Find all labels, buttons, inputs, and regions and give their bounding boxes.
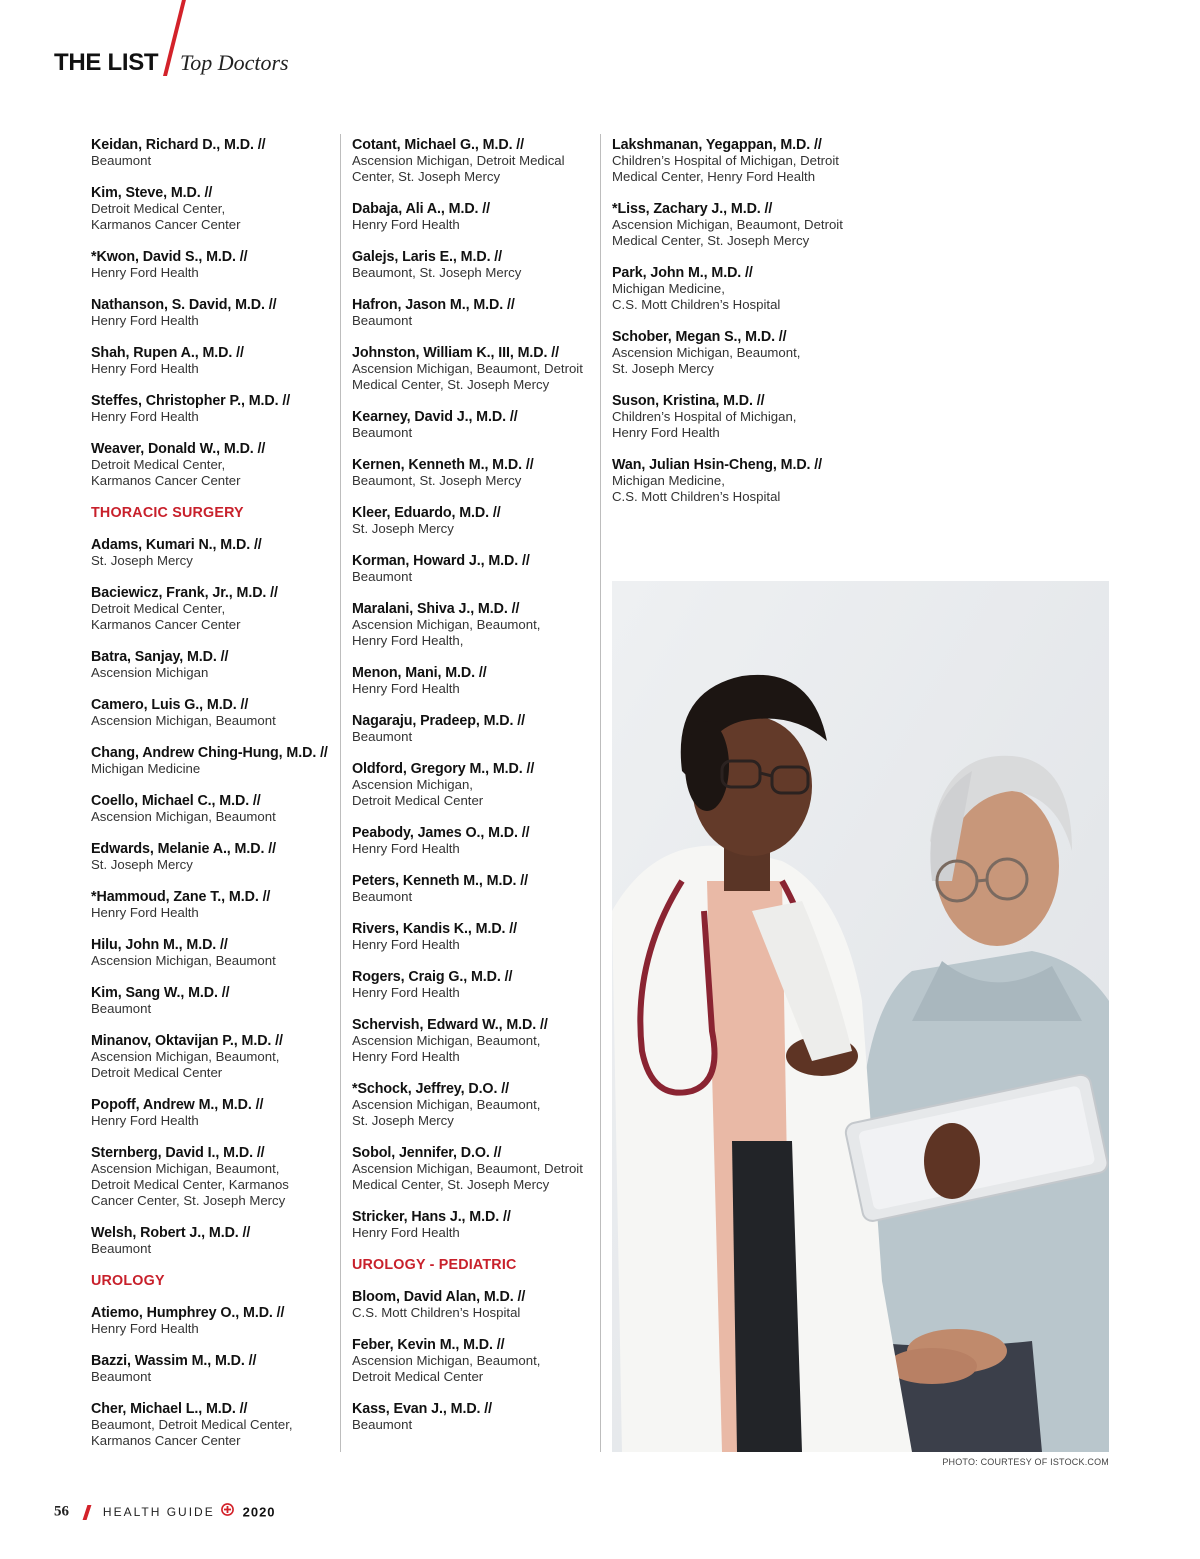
doctor-name: Kearney, David J., M.D. // (352, 409, 518, 425)
doctor-affiliation: Detroit Medical Center, Karmanos Cancer Center (91, 457, 241, 488)
doctor-affiliation: Ascension Michigan, Beaumont (91, 809, 276, 824)
doctor-entry (352, 873, 600, 921)
doctor-name: Bazzi, Wassim M., M.D. // (91, 1353, 257, 1369)
specialty-heading: UROLOGY (91, 1273, 165, 1289)
doctor-column-1 (91, 137, 339, 1465)
doctor-affiliation: Henry Ford Health (91, 361, 199, 376)
doctor-name: Wan, Julian Hsin-Cheng, M.D. // (612, 457, 823, 473)
doctor-name: Cotant, Michael G., M.D. // (352, 137, 525, 153)
footer-red-slash (83, 1505, 92, 1520)
doctor-name: Maralani, Shiva J., M.D. // (352, 601, 520, 617)
doctor-affiliation: Henry Ford Health (91, 1321, 199, 1336)
doctor-name: Popoff, Andrew M., M.D. // (91, 1097, 264, 1113)
doctor-entry (91, 1353, 339, 1401)
doctor-entry (352, 1017, 600, 1081)
doctor-affiliation: Beaumont (91, 1001, 152, 1016)
doctor-name: Peters, Kenneth M., M.D. // (352, 873, 529, 889)
doctor-affiliation: Beaumont (352, 569, 413, 584)
doctor-name: Hilu, John M., M.D. // (91, 937, 228, 953)
doctor-affiliation: Beaumont (91, 1369, 152, 1384)
doctor-name: Peabody, James O., M.D. // (352, 825, 530, 841)
doctor-entry (352, 457, 600, 505)
doctor-entry (352, 201, 600, 249)
doctor-entry (91, 697, 339, 745)
doctor-entry (612, 265, 860, 329)
doctor-affiliation: Henry Ford Health (91, 265, 199, 280)
doctor-name: Sobol, Jennifer, D.O. // (352, 1145, 502, 1161)
doctor-name: Sternberg, David I., M.D. // (91, 1145, 265, 1161)
doctor-affiliation: Henry Ford Health (91, 1113, 199, 1128)
doctor-entry (91, 345, 339, 393)
doctor-entry (91, 297, 339, 345)
doctor-affiliation: Henry Ford Health (352, 985, 460, 1000)
doctor-name: *Kwon, David S., M.D. // (91, 249, 248, 265)
doctor-entry (352, 505, 600, 553)
doctor-affiliation: Ascension Michigan, Beaumont, Detroit Medical Center, St. Joseph Mercy (352, 1161, 583, 1192)
doctor-entry (91, 889, 339, 937)
doctor-affiliation: St. Joseph Mercy (91, 553, 193, 568)
doctor-entry (352, 1081, 600, 1145)
doctor-entry (91, 745, 339, 793)
doctor-name: Galejs, Laris E., M.D. // (352, 249, 503, 265)
doctor-column-2 (352, 137, 600, 1449)
doctor-entry (612, 137, 860, 201)
doctor-affiliation: Ascension Michigan, Beaumont, Detroit Medical Center, St. Joseph Mercy (352, 361, 583, 392)
doctor-entry (91, 537, 339, 585)
list-title: THE LIST (54, 49, 159, 76)
doctor-entry (91, 649, 339, 697)
doctor-entry (91, 393, 339, 441)
doctor-affiliation: Detroit Medical Center, Karmanos Cancer Center (91, 601, 241, 632)
doctor-entry (91, 1305, 339, 1353)
photo-credit: PHOTO: COURTESY OF ISTOCK.COM (942, 1457, 1109, 1467)
doctor-name: Oldford, Gregory M., M.D. // (352, 761, 535, 777)
doctor-name: Chang, Andrew Ching-Hung, M.D. // (91, 745, 328, 761)
doctor-name: Edwards, Melanie A., M.D. // (91, 841, 276, 857)
doctor-entry (352, 761, 600, 825)
doctor-affiliation: Beaumont, St. Joseph Mercy (352, 473, 522, 488)
doctor-name: Menon, Mani, M.D. // (352, 665, 487, 681)
doctor-name: Bloom, David Alan, M.D. // (352, 1289, 526, 1305)
doctor-name: Nagaraju, Pradeep, M.D. // (352, 713, 525, 729)
doctor-entry (352, 1209, 600, 1257)
doctor-affiliation: Ascension Michigan, Beaumont, Detroit Medical Center, St. Joseph Mercy (612, 217, 843, 248)
doctor-name: Park, John M., M.D. // (612, 265, 753, 281)
doctor-affiliation: Michigan Medicine (91, 761, 201, 776)
doctor-affiliation: Ascension Michigan, Beaumont, Henry Ford Health (352, 1033, 541, 1064)
doctor-name: Weaver, Donald W., M.D. // (91, 441, 266, 457)
publication-year: 2020 (242, 1504, 276, 1520)
doctor-name: Suson, Kristina, M.D. // (612, 393, 765, 409)
doctor-entry (352, 1289, 600, 1337)
doctor-affiliation: Michigan Medicine, C.S. Mott Children’s Hospital (612, 473, 781, 504)
doctor-affiliation: Henry Ford Health (91, 313, 199, 328)
doctor-name: Adams, Kumari N., M.D. // (91, 537, 262, 553)
doctor-affiliation: Ascension Michigan, Beaumont, Detroit Medical Center (352, 1353, 541, 1384)
doctor-name: Coello, Michael C., M.D. // (91, 793, 261, 809)
doctor-entry (91, 841, 339, 889)
doctor-name: Kim, Steve, M.D. // (91, 185, 213, 201)
doctor-entry (91, 937, 339, 985)
doctor-affiliation: Beaumont (352, 889, 413, 904)
doctor-name: Camero, Luis G., M.D. // (91, 697, 249, 713)
doctor-entry (352, 969, 600, 1017)
doctor-column-3 (612, 137, 860, 521)
doctor-name: Schober, Megan S., M.D. // (612, 329, 787, 345)
doctor-entry (612, 329, 860, 393)
doctor-entry (352, 1145, 600, 1209)
doctor-entry (91, 441, 339, 505)
medical-cross-icon (221, 1503, 234, 1521)
doctor-affiliation: Ascension Michigan (91, 665, 209, 680)
doctor-affiliation: St. Joseph Mercy (91, 857, 193, 872)
doctor-entry (91, 1097, 339, 1145)
doctor-name: Lakshmanan, Yegappan, M.D. // (612, 137, 822, 153)
publication-name: HEALTH GUIDE (102, 1505, 215, 1519)
doctor-entry (612, 201, 860, 265)
doctor-affiliation: Ascension Michigan, Detroit Medical Center, St. Joseph Mercy (352, 153, 565, 184)
doctor-entry (91, 1145, 339, 1225)
doctor-patient-photo (612, 581, 1109, 1452)
doctor-affiliation: Detroit Medical Center, Karmanos Cancer Center (91, 201, 241, 232)
doctor-affiliation: Ascension Michigan, Beaumont (91, 713, 276, 728)
doctor-affiliation: Ascension Michigan, Beaumont, Detroit Medical Center, Karmanos Cancer Center, St. Joseph Mercy (91, 1161, 289, 1208)
doctor-affiliation: Beaumont (352, 313, 413, 328)
doctor-name: Kass, Evan J., M.D. // (352, 1401, 493, 1417)
doctor-name: Atiemo, Humphrey O., M.D. // (91, 1305, 285, 1321)
doctor-name: Nathanson, S. David, M.D. // (91, 297, 277, 313)
doctor-entry (352, 553, 600, 601)
doctor-affiliation: Michigan Medicine, C.S. Mott Children’s Hospital (612, 281, 781, 312)
doctor-name: Kim, Sang W., M.D. // (91, 985, 230, 1001)
doctor-entry (91, 185, 339, 249)
doctor-entry (352, 297, 600, 345)
doctor-affiliation: Henry Ford Health (352, 1225, 460, 1240)
doctor-affiliation: Henry Ford Health (352, 217, 460, 232)
doctor-name: Kleer, Eduardo, M.D. // (352, 505, 501, 521)
doctor-entry (612, 457, 860, 521)
doctor-affiliation: Beaumont (352, 425, 413, 440)
doctor-entry (91, 585, 339, 649)
photo-illustration (612, 581, 1109, 1452)
doctor-affiliation: Beaumont (352, 729, 413, 744)
doctor-entry (352, 665, 600, 713)
doctor-name: *Hammoud, Zane T., M.D. // (91, 889, 271, 905)
column-divider (600, 134, 601, 1452)
doctor-name: Welsh, Robert J., M.D. // (91, 1225, 251, 1241)
doctor-entry (352, 601, 600, 665)
doctor-entry (352, 713, 600, 761)
doctor-entry (91, 249, 339, 297)
doctor-affiliation: Henry Ford Health (352, 841, 460, 856)
doctor-affiliation: Beaumont (91, 153, 152, 168)
doctor-name: *Liss, Zachary J., M.D. // (612, 201, 773, 217)
doctor-affiliation: Beaumont (91, 1241, 152, 1256)
doctor-affiliation: Ascension Michigan, Beaumont, Detroit Medical Center (91, 1049, 280, 1080)
doctor-entry (91, 1225, 339, 1273)
doctor-affiliation: Beaumont, Detroit Medical Center, Karmanos Cancer Center (91, 1417, 293, 1448)
doctor-entry (352, 1337, 600, 1401)
doctor-name: Baciewicz, Frank, Jr., M.D. // (91, 585, 278, 601)
doctor-name: Stricker, Hans J., M.D. // (352, 1209, 511, 1225)
doctor-name: Johnston, William K., III, M.D. // (352, 345, 559, 361)
doctor-name: *Schock, Jeffrey, D.O. // (352, 1081, 509, 1097)
doctor-affiliation: Children’s Hospital of Michigan, Detroit Medical Center, Henry Ford Health (612, 153, 839, 184)
doctor-name: Korman, Howard J., M.D. // (352, 553, 530, 569)
doctor-name: Rivers, Kandis K., M.D. // (352, 921, 518, 937)
list-subtitle: Top Doctors (180, 50, 289, 75)
doctor-affiliation: Henry Ford Health (352, 937, 460, 952)
page-number: 56 (54, 1503, 69, 1520)
doctor-affiliation: Beaumont (352, 1417, 413, 1432)
doctor-entry (352, 345, 600, 409)
doctor-affiliation: Ascension Michigan, Beaumont (91, 953, 276, 968)
doctor-entry (91, 1033, 339, 1097)
doctor-affiliation: Ascension Michigan, Detroit Medical Center (352, 777, 484, 808)
doctor-entry (352, 409, 600, 457)
specialty-heading: UROLOGY - PEDIATRIC (352, 1257, 517, 1273)
doctor-entry (91, 1401, 339, 1465)
doctor-entry (352, 825, 600, 873)
doctor-affiliation: St. Joseph Mercy (352, 521, 454, 536)
doctor-name: Feber, Kevin M., M.D. // (352, 1337, 505, 1353)
doctor-entry (91, 137, 339, 185)
doctor-affiliation: Ascension Michigan, Beaumont, St. Joseph Mercy (612, 345, 801, 376)
doctor-entry (352, 137, 600, 201)
doctor-entry (91, 985, 339, 1033)
doctor-name: Shah, Rupen A., M.D. // (91, 345, 244, 361)
doctor-entry (352, 249, 600, 297)
doctor-name: Rogers, Craig G., M.D. // (352, 969, 513, 985)
doctor-affiliation: Henry Ford Health (352, 681, 460, 696)
doctor-affiliation: Ascension Michigan, Beaumont, Henry Ford Health, (352, 617, 541, 648)
doctor-name: Minanov, Oktavijan P., M.D. // (91, 1033, 283, 1049)
doctor-name: Steffes, Christopher P., M.D. // (91, 393, 291, 409)
column-divider (340, 134, 341, 1452)
doctor-name: Batra, Sanjay, M.D. // (91, 649, 229, 665)
doctor-name: Keidan, Richard D., M.D. // (91, 137, 266, 153)
doctor-affiliation: Beaumont, St. Joseph Mercy (352, 265, 522, 280)
doctor-name: Dabaja, Ali A., M.D. // (352, 201, 491, 217)
specialty-heading: THORACIC SURGERY (91, 505, 244, 521)
page-footer (54, 1503, 276, 1523)
doctor-name: Hafron, Jason M., M.D. // (352, 297, 515, 313)
doctor-affiliation: Henry Ford Health (91, 905, 199, 920)
doctor-name: Cher, Michael L., M.D. // (91, 1401, 248, 1417)
doctor-entry (352, 1401, 600, 1449)
doctor-affiliation: Henry Ford Health (91, 409, 199, 424)
doctor-entry (612, 393, 860, 457)
doctor-entry (352, 921, 600, 969)
doctor-entry (91, 793, 339, 841)
doctor-name: Schervish, Edward W., M.D. // (352, 1017, 548, 1033)
doctor-name: Kernen, Kenneth M., M.D. // (352, 457, 534, 473)
doctor-affiliation: C.S. Mott Children’s Hospital (352, 1305, 521, 1320)
doctor-affiliation: Ascension Michigan, Beaumont, St. Joseph Mercy (352, 1097, 541, 1128)
doctor-affiliation: Children’s Hospital of Michigan, Henry Ford Health (612, 409, 797, 440)
